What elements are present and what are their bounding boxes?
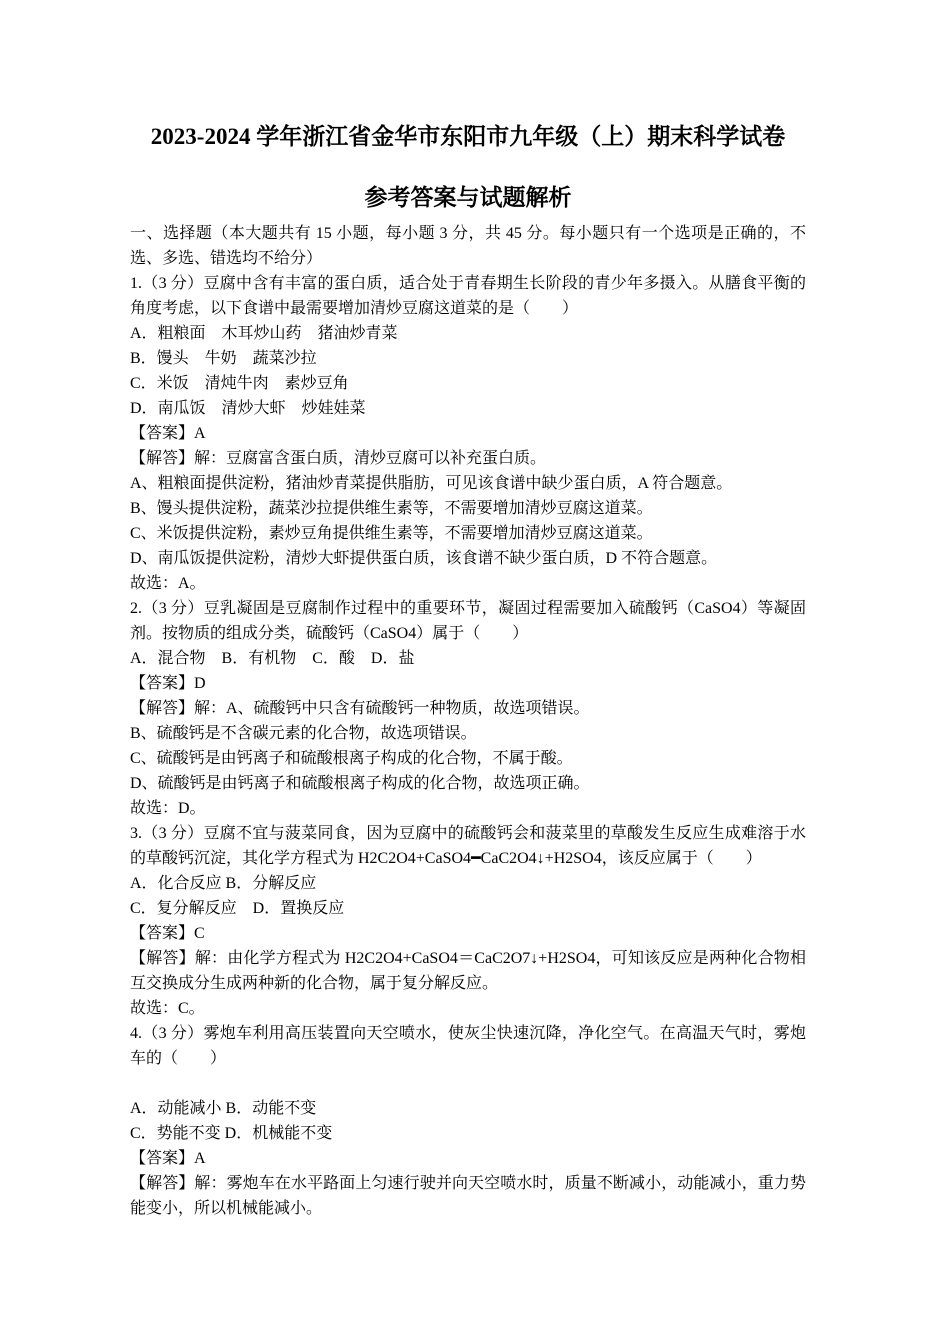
explanation-paragraph: 故选：D。 (130, 800, 206, 817)
blank-line (130, 1071, 806, 1096)
explanation-paragraph: 【解答】解：豆腐富含蛋白质，清炒豆腐可以补充蛋白质。 (130, 450, 547, 467)
option-line: A．混合物 B．有机物 C．酸 D．盐 (130, 650, 415, 667)
question-stem: 3.（3 分）豆腐不宜与菠菜同食，因为豆腐中的硫酸钙会和菠菜里的草酸发生反应生成难溶于水的草酸钙沉淀，其化学方程式为 H2C2O4+CaSO4━CaC2O4↓+H2SO4，该反应属于（ ） (130, 825, 806, 867)
document-subtitle: 参考答案与试题解析 (364, 185, 572, 210)
document-title: 2023-2024 学年浙江省金华市东阳市九年级（上）期末科学试卷 (150, 124, 786, 149)
question-stem: 2.（3 分）豆乳凝固是豆腐制作过程中的重要环节，凝固过程需要加入硫酸钙（CaSO4）等凝固剂。按物质的组成分类，硫酸钙（CaSO4）属于（ ） (130, 600, 806, 642)
option-line: C．米饭 清炖牛肉 素炒豆角 (130, 375, 349, 392)
explanation-paragraph: C、米饭提供淀粉，素炒豆角提供维生素等，不需要增加清炒豆腐这道菜。 (130, 525, 653, 542)
option-line: B．馒头 牛奶 蔬菜沙拉 (130, 350, 317, 367)
explanation-paragraph: 【解答】解：雾炮车在水平路面上匀速行驶并向天空喷水时，质量不断减小，动能减小，重力势能变小，所以机械能减小。 (130, 1175, 806, 1217)
question-list (130, 271, 806, 1221)
explanation-paragraph: D、南瓜饭提供淀粉，清炒大虾提供蛋白质，该食谱不缺少蛋白质，D 不符合题意。 (130, 550, 718, 567)
question-2 (130, 596, 806, 821)
question-1 (130, 271, 806, 596)
answer-line: 【答案】A (130, 425, 206, 442)
answer-line: 【答案】C (130, 925, 205, 942)
question-stem: 4.（3 分）雾炮车利用高压装置向天空喷水，使灰尘快速沉降，净化空气。在高温天气时，雾炮车的（ ） (130, 1025, 806, 1067)
explanation-paragraph: C、硫酸钙是由钙离子和硫酸根离子构成的化合物，不属于酸。 (130, 750, 573, 767)
question-3 (130, 821, 806, 1021)
option-line: C．复分解反应 D．置换反应 (130, 900, 345, 917)
section-header: 一、选择题（本大题共有 15 小题，每小题 3 分，共 45 分。每小题只有一个选项是正确的，不选、多选、错选均不给分） (130, 225, 806, 267)
option-line: A．动能减小 B．动能不变 (130, 1100, 317, 1117)
explanation-paragraph: 【解答】解：由化学方程式为 H2C2O4+CaSO4＝CaC2O7↓+H2SO4，可知该反应是两种化合物相互交换成分生成两种新的化合物，属于复分解反应。 (130, 950, 806, 992)
explanation-paragraph: 故选：C。 (130, 1000, 205, 1017)
explanation-paragraph: D、硫酸钙是由钙离子和硫酸根离子构成的化合物，故选项正确。 (130, 775, 590, 792)
explanation-paragraph: B、硫酸钙是不含碳元素的化合物，故选项错误。 (130, 725, 477, 742)
explanation-paragraph: 【解答】解：A、硫酸钙中只含有硫酸钙一种物质，故选项错误。 (130, 700, 590, 717)
question-4 (130, 1021, 806, 1221)
option-line: C．势能不变 D．机械能不变 (130, 1125, 333, 1142)
document-body (130, 221, 806, 1221)
answer-line: 【答案】A (130, 1150, 206, 1167)
option-line: A．化合反应 B．分解反应 (130, 875, 317, 892)
option-line: A．粗粮面 木耳炒山药 猪油炒青菜 (130, 325, 398, 342)
explanation-paragraph: 故选：A。 (130, 575, 206, 592)
answer-line: 【答案】D (130, 675, 206, 692)
explanation-paragraph: B、馒头提供淀粉，蔬菜沙拉提供维生素等，不需要增加清炒豆腐这道菜。 (130, 500, 653, 517)
explanation-paragraph: A、粗粮面提供淀粉，猪油炒青菜提供脂肪，可见该食谱中缺少蛋白质，A 符合题意。 (130, 475, 733, 492)
option-line: D．南瓜饭 清炒大虾 炒娃娃菜 (130, 400, 366, 417)
question-stem: 1.（3 分）豆腐中含有丰富的蛋白质，适合处于青春期生长阶段的青少年多摄入。从膳食平衡的角度考虑，以下食谱中最需要增加清炒豆腐这道菜的是（ ） (130, 275, 806, 317)
